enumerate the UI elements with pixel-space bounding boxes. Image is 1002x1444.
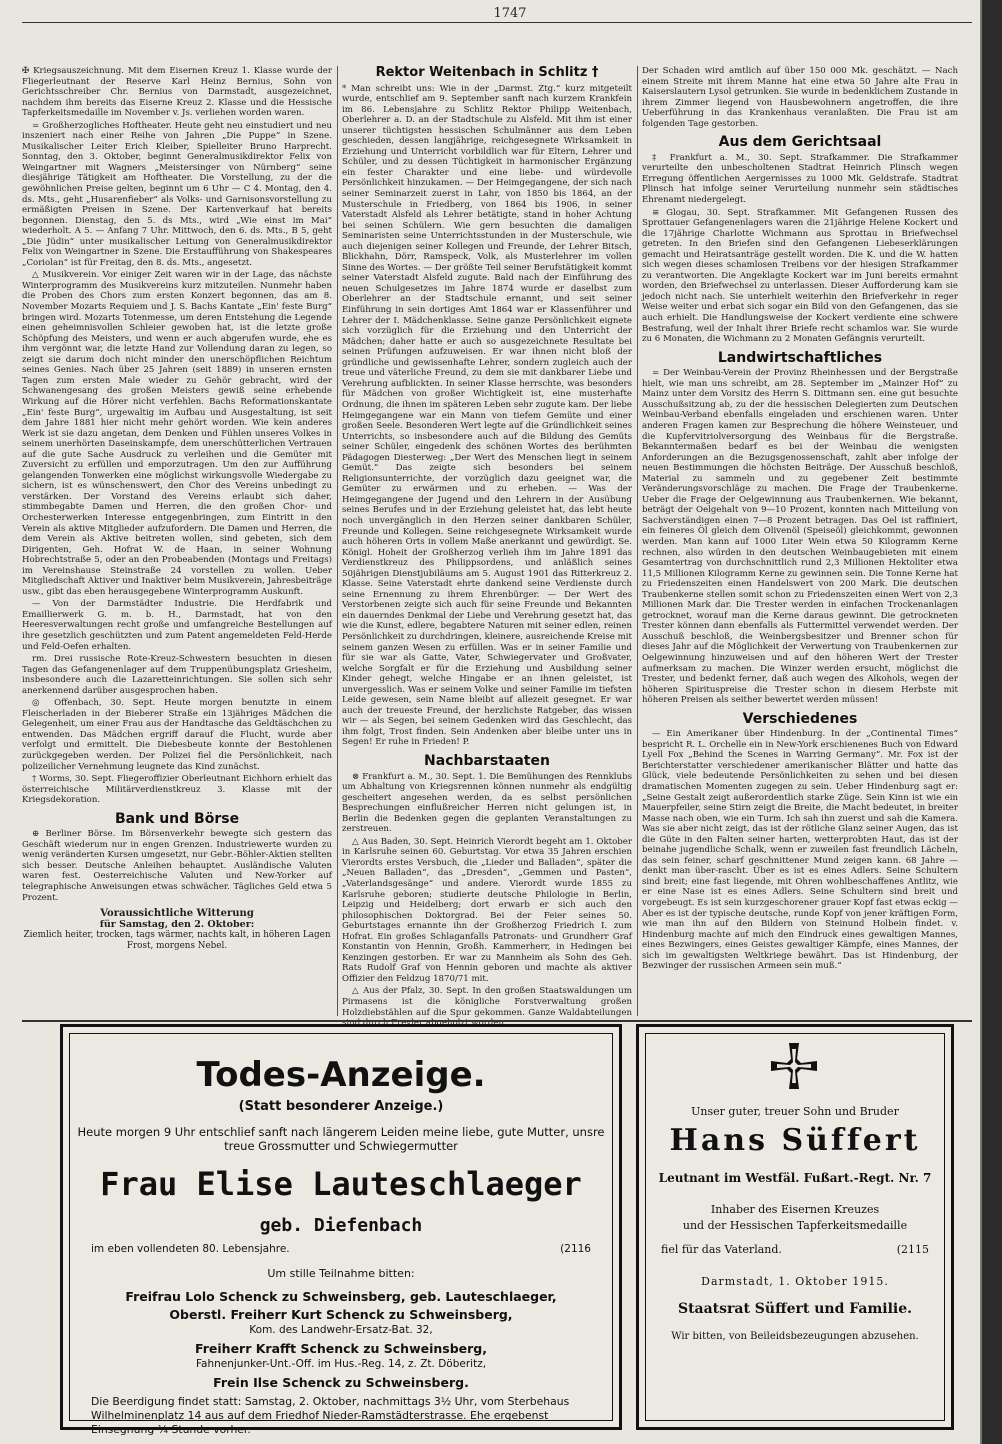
article-hindenburg: — Ein Amerikaner über Hindenburg. In der „Continental Times“ bespricht R. L. Orchelle ein in New-York erschienenes Buch von Edward Lyell Fox „Behind the Scenes in Warring Germany“. Mr. Fox ist der Berichterstatter verschiedener amerikanischer Blätter und hatte das Glück, viele bedeutende Persönlichkeiten zu sehen und bei diesen dramatischen Momenten zugegen zu sein. Ueber Hindenburg sagt er: „Seine Gestalt zeigt außerordentlich starke Züge. Sein Kinn ist wie ein Mauerpfeiler, seine Stirn zeigt die Breite, die Macht bedeutet, in breiter Masse nach oben, wie ein Turm. Ich sah ihn zuerst und sah die Kamera. Was sie aber nicht zeigt, das ist der rötliche Glanz seiner Augen, das ist die Güte in den Falten seiner harten, wetterprobten Haut, das ist der beinahe jugendliche Schalk, wenn er zuweilen fast freundlich Lächeln, das sein feiner, scharf geschnittener Mund zeigen kann. 68 Jahre — denkt man über-rascht. Über es ist es eines Adlers. Seine Schultern sind breit; eine fast liegende, mit Ohren wohlbeschaffenes Antlitz, wie er eine Nase ist es eines Adlers. Seine Schultern sind breit und vorgebeugt. Es ist sein kurzgeschorener grauer Kopf fast etwas eckig — Aber es ist der typische deutsche, runde Kopf von jener kräftigen Form, wie man ihn auf den Bildern von Steinund Holbein findet. v. Hindenburg machte auf mich den Eindruck eines gewaltigen Mannes, eines Bezwingers, eines Geistes gewaltiger Kämpfe, eines Mannes, der sich im gewaltigsten Weltkriege bewährt. Das ist Hindenburg, der Bezwinger der russischen Armeen sein muß.“ xyxy=(642,729,958,972)
family-signature: Staatsrat Süffert und Familie. xyxy=(677,1301,913,1317)
article-frankfurt-court: ‡ Frankfurt a. M., 30. Sept. Strafkammer. Die Strafkammer verurteilte den unbescholtenen Stadtrat Heinrich Plinsch wegen Erregung öffentlichen Aergernisses zu 1000 Mk. Geldstrafe. Stadtrat Plinsch hat infolge seiner Verurteilung nunmehr sein städtisches Ehrenamt niedergelegt. xyxy=(642,152,958,206)
death-notice-intro-line1: Heute morgen 9 Uhr entschlief sanft nach längerem Leiden meine liebe, gute Mutter, unsre xyxy=(77,1125,605,1139)
funeral-info-line2: Wilhelminenplatz 14 aus auf dem Friedhof Nieder-Ramstädterstrasse. Ehe ergebenst Einsegnung ¼ Stunde vorher. xyxy=(91,1409,549,1436)
funeral-info-line1: Die Beerdigung findet statt: Samstag, 2. Oktober, nachmittags 3½ Uhr, vom Sterbehaus xyxy=(91,1395,570,1408)
section-heading-neighbors: Nachbarstaaten xyxy=(424,753,550,769)
article-rektor-weitenbach: * Man schreibt uns: Wie in der „Darmst. Ztg.“ kurz mitgeteilt wurde, entschlief am 9. September sanft nach kurzem Krankfein im 86. Lebensjahre zu Schlitz Rektor Philipp Weitenbach, Oberlehrer a. D. an der Stadtschule zu Alsfeld. Mit ihm ist einer unserer tüchtigsten hessischen Schulmänner aus dem Leben geschieden, dessen langjährige, reichgesegnete Wirksamkeit in Erziehung und Unterricht vorbildlich war für Eltern, Lehrer und Schüler, und zu dessen Tüchtigkeit in harmonischer Ergänzung ein fester Charakter und eine liebe- und würdevolle Persönlichkeit hinzukamen. — Der Heimgegangene, der sich nach seiner Seminarzeit zuerst in Lahr, von 1850 bis 1864, an der Musterschule in Friedberg, von 1864 bis 1906, in seiner Vaterstadt Alsfeld als Lehrer betätigte, stand in hoher Achtung bei seinen Schülern. Wie gern besuchten die damaligen Seminaristen seine Unterrichtsstunden in der Musterschule, wie auch diejenigen seiner Kollegen und Freunde, der Lehrer Bitsch, Blickhahn, Dörr, Ramspeck, Volk, als Musterlehrer im vollen Sinne des Wortes. — Der größte Teil seiner Berufstätigkeit kommt seiner Vaterstadt Alsfeld zugute. Bald nach der Einführung des neuen Schulgesetzes im Jahre 1874 wurde er daselbst zum Oberlehrer an der Stadtschule ernannt, und seit seiner Einführung in sein dortiges Amt 1864 war er Klassenführer und Lehrer der I. Mädchenklasse. Seine ganze Persönlichkeit eignete sich vorzüglich für die Erziehung und den Unterricht der Mädchen; daher hatte er auch so ausgezeichnete Resultate bei seinen Prüfungen aufzuweisen. Er war ihnen nicht bloß der gründliche und gewissenhafte Lehrer, sondern zugleich auch der treue und väterliche Freund, zu dem sie mit dankbarer Liebe und Verehrung aufblickten. In seiner Klasse herrschte, was besonders für Mädchen von großer Wichtigkeit ist, eine musterhafte Ordnung, die ihnen im späteren Leben sehr zugute kam. Der liebe Heimgegangene war ein Mann von tiefem Gemüte und einer großen Seele. Besonderen Wert legte auf die Gründlichkeit seines Unterrichts, so insbesondere auch auf die Bildung des Gemüts seiner Schüler, eingedenk des schönen Wortes des berühmten Pädagogen Diesterweg: „Der Wert des Menschen liegt in seinem Gemüt.“ Das zeigte sich besonders bei seinem Religionsunterrichte, der vorzüglich dazu geeignet war, die Gemüter zu erwärmen und zu erheben. — Was der Heimgegangene der Jugend und den Lehrern in der Ausübung seines Berufes und in der Erziehung geleistet hat, das lebt heute noch unvergänglich in den Herzen seiner dankbaren Schüler, Freunde und Kollegen. Seine reichgesegnete Wirksamkeit wurde auch höheren Orts in vollem Maße anerkannt und gewürdigt. Se. Königl. Hoheit der Großherzog verlieh ihm im Jahre 1891 das Verdienstkreuz des Philippsordens, und anläßlich seines 50jährigen Dienstjubiläums am 5. August 1901 das Ritterkreuz 2. Klasse. Seine Vaterstadt ehrte dankend seine Verdienste durch seine Ernennung zu ihrem Ehrenbürger. — Der Wert des Verstorbenen zeigte sich auch für seine Freunde und Bekannten ein dauerndes Denkmal der Liebe und Verehrung gesetzt hat, das wie die Kunst, edlere, begabtere Naturen mit seiner edlen, reinen Persönlichkeit zu durchdringen, kleinere, ausreichende Kreise mit seinem ganzen Wesen zu erfüllen. Was er in seiner Familie und für sie war als Gatte, Vater, Schwiegervater und Großvater, welche Sorgfalt er für die Erziehung und Ausbildung seiner Kinder gehegt, welche Hingabe er an ihnen geleistet, ist unvergesslich. Was er seinem Volke und seiner Familie im tiefsten Leide gewesen, sein Name bleibt auf allezeit gesegnet. Er war auch der treueste Freund, der herzlichste Ratgeber, das wissen wir — als Segen, bei seinem Gedenken wird das Geschlecht, das ihm folgt, Trost finden. Sein Andenken aber bleibe unter uns in Segen! Er ruhe in Frieden! P. xyxy=(342,83,632,748)
mourner-1: Freifrau Lolo Schenck zu Schweinsberg, geb. Lauteschlaeger, xyxy=(125,1289,557,1304)
death-notice-sueffert xyxy=(636,1024,954,1430)
fallen-rank: Leutnant im Westfäl. Fußart.-Regt. Nr. 7 xyxy=(658,1171,932,1185)
article-worms: † Worms, 30. Sept. Fliegeroffizier Oberleutnant Eichhorn erhielt das österreichische Militärverdienstkreuz 3. Klasse mit der Kriegsdekoration. xyxy=(22,774,332,806)
article-wine-association: = Der Weinbau-Verein der Provinz Rheinhessen und der Bergstraße hielt, wie man uns schreibt, am 28. September im „Mainzer Hof“ zu Mainz unter dem Vorsitz des Herrn S. Dittmann sen. eine gut besuchte Ausschußsitzung ab, zu der die hessischen Delegierten zum Deutschen Weinbau-Verband ebenfalls eingeladen und erschienen waren. Unter anderen Fragen kamen zur Besprechung die höhere Weinsteuer, und die Kupfervitriolversorgung des Weinbaus für die Bergstraße. Bekanntermaßen bedarf es bei der Weinbau die wenigsten Anforderungen an die Bezugsgenossenschaft, zahlt aber infolge der neuen Bestimmungen die höchsten Beiträge. Der Ausschuß beschloß, Material zu sammeln und zu gegebener Zeit bestimmte Veränderungsvorschläge zu machen. Die Frage der Traubenkerne. Ueber die Frage der Oelgewinnung aus Traubenkernen. Wie bekannt, beträgt der Oelgehalt von 9—10 Prozent, konnten nach Mitteilung von Sachverständigen einen 7—8 Prozent betragen. Das Oel ist raffiniert, ein feineres Öl gleich dem Olivenöl (Speiseöl) gleichkommt, gewonnen werden. Man kann auf 1000 Liter Wein etwa 50 Kilogramm Kerne rechnen, also würden in den deutschen Weinbaugebieten mit einem Gesamtertrag von durchschnittlich rund 2,3 Millionen Hektoliter etwa 11,5 Millionen Kilogramm Kerne zu gewinnen sein. Die Tonne Kerne hat zu Friedenszeiten einen Handelswert von 200 Mark. Die deutschen Traubenkerne stellen somit schon zu Friedenszeiten einen Wert von 2,3 Millionen Mark dar. Die Trester werden in einfachen Trockenanlagen getrocknet, worauf man die Kerne daraus gewinnt. Die getrockneten Trester können dann ebenfalls als Futtermittel verwendet werden. Der Ausschuß beschloß, die Weinbergsbesitzer und Brenner schon für dieses Jahr auf die Möglichkeit der Verwertung von Traubenkernen zur Oelgewinnung hinzuweisen und auf den höheren Wert der Trester aufmerksam zu machen. Die Winzer werden ersucht, möglichst die Trester, und bedenkt ferner, daß auch wegen des Alkohols, wegen der höheren Spirituspreise die Trester schon in diesem Herbste mit höheren Preisen als seither bewertet werden müssen! xyxy=(642,368,958,706)
article-war-decoration: ✠ Kriegsauszeichnung. Mit dem Eisernen Kreuz 1. Klasse wurde der Fliegerleutnant der Reserve Karl Heinz Bernius, Sohn von Gerichtsschreiber Chr. Bernius von Darmstadt, ausgezeichnet, nachdem ihm bereits das Eiserne Kreuz 2. Klasse und die Hessische Tapferkeitsmedaille im November v. Js. verliehen worden waren. xyxy=(22,66,332,119)
mourner-2-title: Kom. des Landwehr-Ersatz-Bat. 32, xyxy=(249,1324,433,1336)
column-rule-2 xyxy=(637,66,638,1016)
death-notice-subtitle: (Statt besonderer Anzeige.) xyxy=(238,1099,444,1114)
deceased-maiden-name: geb. Diefenbach xyxy=(259,1215,423,1236)
death-notice-title: Todes-Anzeige. xyxy=(196,1055,486,1095)
fallen-award-1: Inhaber des Eisernen Kreuzes xyxy=(710,1203,880,1216)
top-rule xyxy=(22,22,972,23)
fallen-statement: fiel für das Vaterland. xyxy=(661,1243,782,1256)
article-frankfurt-races: ⊗ Frankfurt a. M., 30. Sept. 1. Die Bemühungen des Rennklubs um Abhaltung von Kriegsrennen können nunmehr als endgültig gescheitert angesehen werden, da es selbst persönlichen Besprechungen einflußreicher Herren nicht gelungen ist, in Berlin die Bedenken gegen die geplanten Veranstaltungen zu zerstreuen. xyxy=(342,771,632,835)
article-court-theater: = Großherzogliches Hoftheater. Heute geht neu einstudiert und neu inszeniert nach einer Reihe von Jahren „Die Puppe“ in Szene. Musikalischer Leiter Erich Kleiber, Spielleiter Bruno Harprecht. Sonntag, den 3. Oktober, beginnt Generalmusikdirektor Felix von Weingartner mit Wagners „Meistersinger von Nürnberg“ seine diesjährige Tätigkeit am Hoftheater. Die Vorstellung, zu der die gewöhnlichen Preise gelten, beginnt um 6 Uhr — C 4. Montag, den 4. ds. Mts., geht „Husarenfieber“ als Volks- und Garnisonsvorstellung zu ermäßigten Preisen in Szene. Der Kartenverkauf hat bereits begonnen. Dienstag, den 5. ds Mts., wird „Wie einst im Mai“ wiederholt. A 5. — Anfang 7 Uhr. Mittwoch, den 6. ds. Mts., B 5, geht „Die Jüdin“ unter musikalischer Leitung von Generalmusikdirektor Felix von Weingartner in Szene. Die Erstaufführung von Shakespeares „Coriolan“ ist für Freitag, den 8. ds. Mts., angesetzt. xyxy=(22,120,332,268)
section-heading-misc: Verschiedenes xyxy=(742,710,858,727)
weather-forecast-date: für Samstag, den 2. Oktober: xyxy=(99,918,255,930)
iron-cross-icon xyxy=(769,1041,819,1091)
weather-forecast-title: Voraussichtliche Witterung xyxy=(100,908,254,920)
mourner-3: Freiherr Krafft Schenck zu Schweinsberg, xyxy=(195,1341,487,1356)
notice-date: Darmstadt, 1. Oktober 1915. xyxy=(701,1275,889,1288)
mourner-2: Oberstl. Freiherr Kurt Schenck zu Schweinsberg, xyxy=(169,1307,513,1322)
mourners-intro: Um stille Teilnahme bitten: xyxy=(267,1267,415,1280)
fallen-intro: Unser guter, treuer Sohn und Bruder xyxy=(691,1105,899,1118)
funeral-info xyxy=(91,1395,591,1437)
column-rule-1 xyxy=(337,66,338,1016)
article-berlin-exchange: ⊕ Berliner Börse. Im Börsenverkehr bewegte sich gestern das Geschäft wiederum nur in engen Grenzen. Industriewerte wurden zu wenig veränderten Kursen umgesetzt, nur Gebr.-Böhler-Aktien stellten sich besser. Deutsche Anleihen behauptet. Ausländische Valuten waren fest. Oesterreichische Valuten und New-Yorker auf telegraphische Anweisungen etwas schwächer. Tägliches Geld etwa 5 Prozent. xyxy=(22,829,332,903)
column-2 xyxy=(342,66,632,1018)
article-pfalz: △ Aus der Pfalz, 30. Sept. In den großen Staatswaldungen um Pirmasens ist die königliche Forstverwaltung großen Holzdiebstählen auf die Spur gekommen. Ganze Waldabteilungen xyxy=(342,986,632,1018)
weather-forecast-text: Ziemlich heiter, trocken, tags wärmer, nachts kalt, in höheren Lagen Frost, morgens Nebel. xyxy=(23,930,331,951)
article-kaiserslautern: Der Schaden wird amtlich auf über 150 000 Mk. geschätzt. — Nach einem Streite mit ihrem Manne hat eine etwa 50 Jahre alte Frau in Kaiserslautern Lysol getrunken. Sie wurde in bedenklichem Zustande in ihrem Zimmer liegend von Hausbewohnern angetroffen, die ihre Ueberführung in das Krankenhaus veranlaßten. Die Frau ist am folgenden Tage gestorben. xyxy=(642,66,958,129)
deceased-name: Frau Elise Lauteschlaeger xyxy=(100,1165,582,1203)
mourner-3-title: Fahnenjunker-Unt.-Off. im Hus.-Reg. 14, z. Zt. Döberitz, xyxy=(195,1358,487,1370)
death-notice-lauteschlaeger xyxy=(60,1024,622,1436)
deceased-age: im eben vollendeten 80. Lebensjahre. xyxy=(91,1243,290,1255)
section-heading-agriculture: Landwirtschaftliches xyxy=(717,349,883,366)
death-notice-intro xyxy=(63,1125,619,1153)
fallen-name: Hans Süffert xyxy=(669,1123,921,1158)
article-baden: △ Aus Baden, 30. Sept. Heinrich Vierordt begeht am 1. Oktober in Karlsruhe seinen 60. Geburtstag. Vor etwa 35 Jahren erschien Vierordts erstes Versbuch, die „Lieder und Balladen“, später die „Neuen Balladen“, das „Dresden“, „Gemmen und Pasten“, „Vaterlandsgesänge“ und andere. Vierordt wurde 1855 zu Karlsruhe geboren; studierte deutsche Philologie in Berlin, Leipzig und Heidelberg; dort erwarb er sich auch den philosophischen Doktorgrad. Bei der Feier seines 50. Geburtstages ernannte ihn der Großherzog Friedrich I. zum Hofrat. Ein großes Schlaganfalls Patronats- und Grundherr Graf Konstantin von Hennin, Großh. Kammerherr, in Hedingen bei Kenzingen gestorben. Er war zu Mannheim als Sohn des Geh. Rats Rudolf Graf von Hennin geboren und machte als aktiver Offizier den Feldzug 1870/71 mit. xyxy=(342,836,632,984)
ads-top-rule xyxy=(22,1020,972,1022)
death-notice-intro-line2: treue Grossmutter und Schwiegermutter xyxy=(224,1139,458,1153)
section-heading-court: Aus dem Gerichtsaal xyxy=(718,134,882,151)
article-music-society: △ Musikverein. Vor einiger Zeit waren wir in der Lage, das nächste Winterprogramm des Musikvereins kurz mitzuteilen. Nunmehr haben die Proben des Chors zum ersten Konzert begonnen, das am 8. November Mozarts Requiem und J. S. Bachs Kantate „Ein' feste Burg“ bringen wird. Mozarts Totenmesse, um deren Entstehung die Legende einen geheimnisvollen Schleier gewoben hat, ist die letzte große Schöpfung des Meisters, und wenn er auch abgerufen wurde, ehe es ihm vergönnt war, die letzte Hand zur Vollendung daran zu legen, so zeigt sie darum doch nicht minder den unerschöpflichen Reichtum seines Genies. Nach über 25 Jahren (seit 1889) in unseren ernsten Tagen zum ersten Male wieder zu Gehör gebracht, wird der Schwanengesang des großen Meisters gewiß seine erhebende Wirkung auf die Hörer nicht verfehlen. Bachs Reformationskantate „Ein' feste Burg“, urgewaltig im Aufbau und Ausgestaltung, ist seit dem Jahre 1881 hier nicht mehr gehört worden. Wie kein anderes Werk ist sie dazu angetan, dem Denken und Fühlen unseres Volkes in seinem unerhörten Daseinskampfe, dem unerschütterlichen Vertrauen auf die gute Sache Ausdruck zu verleihen und die Gemüter mit Zuversicht zu erfüllen und emporzutragen. Um den zur Aufführung gelangenden Tonwerken eine möglichst wirkungsvolle Wiedergabe zu sichern, ist es wünschenswert, den Chor des Vereins unbedingt zu verstärken. Der Vorstand des Vereins erlaubt sich daher, stimmbegabte Damen und Herren, die den großen Chor- und Orchesterwerken Interesse entgegenbringen, zum Eintritt in den Verein als aktive Mitglieder aufzufordern. Die Damen und Herren, die dem Verein als Aktive beitreten wollen, sind gebeten, sich dem Dirigenten, Geh. Hofrat W. de Haan, in seiner Wohnung Hobrechtstraße 5, oder an den Probeabenden (Montags und Freitags) im Vereinshause Steinstraße 24 vorstellen zu wollen. Ueber Mitgliedschaft Aktiver und Inaktiver beim Musikverein, Jahresbeiträge usw., gibt das eben herausgegebene Winterprogramm Auskunft. xyxy=(22,270,332,597)
mourner-4: Frein Ilse Schenck zu Schweinsberg. xyxy=(213,1375,469,1390)
article-offenbach: ◎ Offenbach, 30. Sept. Heute morgen benutzte in einem Fleischerladen in der Bieberer Straße ein 13jähriges Mädchen die Gelegenheit, um einer Frau aus der Handtasche das Geldtäschchen zu entwenden. Das Mädchen ergriff darauf die Flucht, wurde aber verfolgt und ermittelt. Die Diebesbeute konnte der Bestohlenen zurückgegeben werden. Der Polizei fiel die Persönlichkeit, nach polizeilicher Vernehmung leugnete das Kind zunächst. xyxy=(22,698,332,772)
section-heading-obituary: Rektor Weitenbach in Schlitz † xyxy=(375,65,599,80)
page-number: 1747 xyxy=(493,6,527,21)
ad-reference-number: (2116 xyxy=(560,1243,591,1255)
page-binding-edge xyxy=(980,0,1002,1444)
ad-reference-number-right: (2115 xyxy=(896,1243,929,1256)
column-1 xyxy=(22,66,332,1018)
article-red-cross: rm. Drei russische Rote-Kreuz-Schwestern besuchten in diesen Tagen das Gefangenenlager auf dem Truppenübungsplatz Griesheim, insbesondere auch die Lazaretteinrichtungen. Sie sollen sich sehr anerkennend darüber ausgesprochen haben. xyxy=(22,654,332,696)
column-3 xyxy=(642,66,958,1018)
condolence-note: Wir bitten, von Beileidsbezeugungen abzusehen. xyxy=(671,1331,919,1342)
article-glogau-court: ≡ Glogau, 30. Sept. Strafkammer. Mit Gefangenen Russen des Sprottauer Gefangenenlagers waren die 21jährige Helene Kockert und die 17jährige Charlotte Wichmann aus Sprottau in Briefwechsel getreten. In den Briefen sind den Gefangenen Liebeserklärungen gemacht und Heiratsanträge gestellt worden. Die K. und die W. hatten sich wegen dieses schamlosen Treibens vor der hiesigen Strafkammer zu verantworten. Die Angeklagte Kockert war im Juni bereits ermahnt worden, den Briefwechsel zu unterlassen. Dieser Aufforderung kam sie jedoch nicht nach. Sie unterhielt weiterhin den Briefverkehr in reger Weise weiter und erbat sich sogar ein Bild von den Gefangenen, das sie auch erhielt. Die Handlungsweise der Kockert verdiente eine schwere Bestrafung, weil der Inhalt ihrer Briefe recht schamlos war. Sie wurde zu 6 Monaten, die Wichmann zu 2 Monaten Gefängnis verurteilt. xyxy=(642,207,958,345)
article-industry: — Von der Darmstädter Industrie. Die Herdfabrik und Emaillierwerk G. m. b. H., Darmstadt, hat von den Heeresverwaltungen recht große und umfangreiche Bestellungen auf ihre gesetzlich geschützten und zum Patent angemeldeten Feld-Herde und Feld-Oefen erhalten. xyxy=(22,599,332,652)
fallen-award-2: und der Hessischen Tapferkeitsmedaille xyxy=(682,1219,908,1232)
section-heading-bank: Bank und Börse xyxy=(114,810,240,827)
